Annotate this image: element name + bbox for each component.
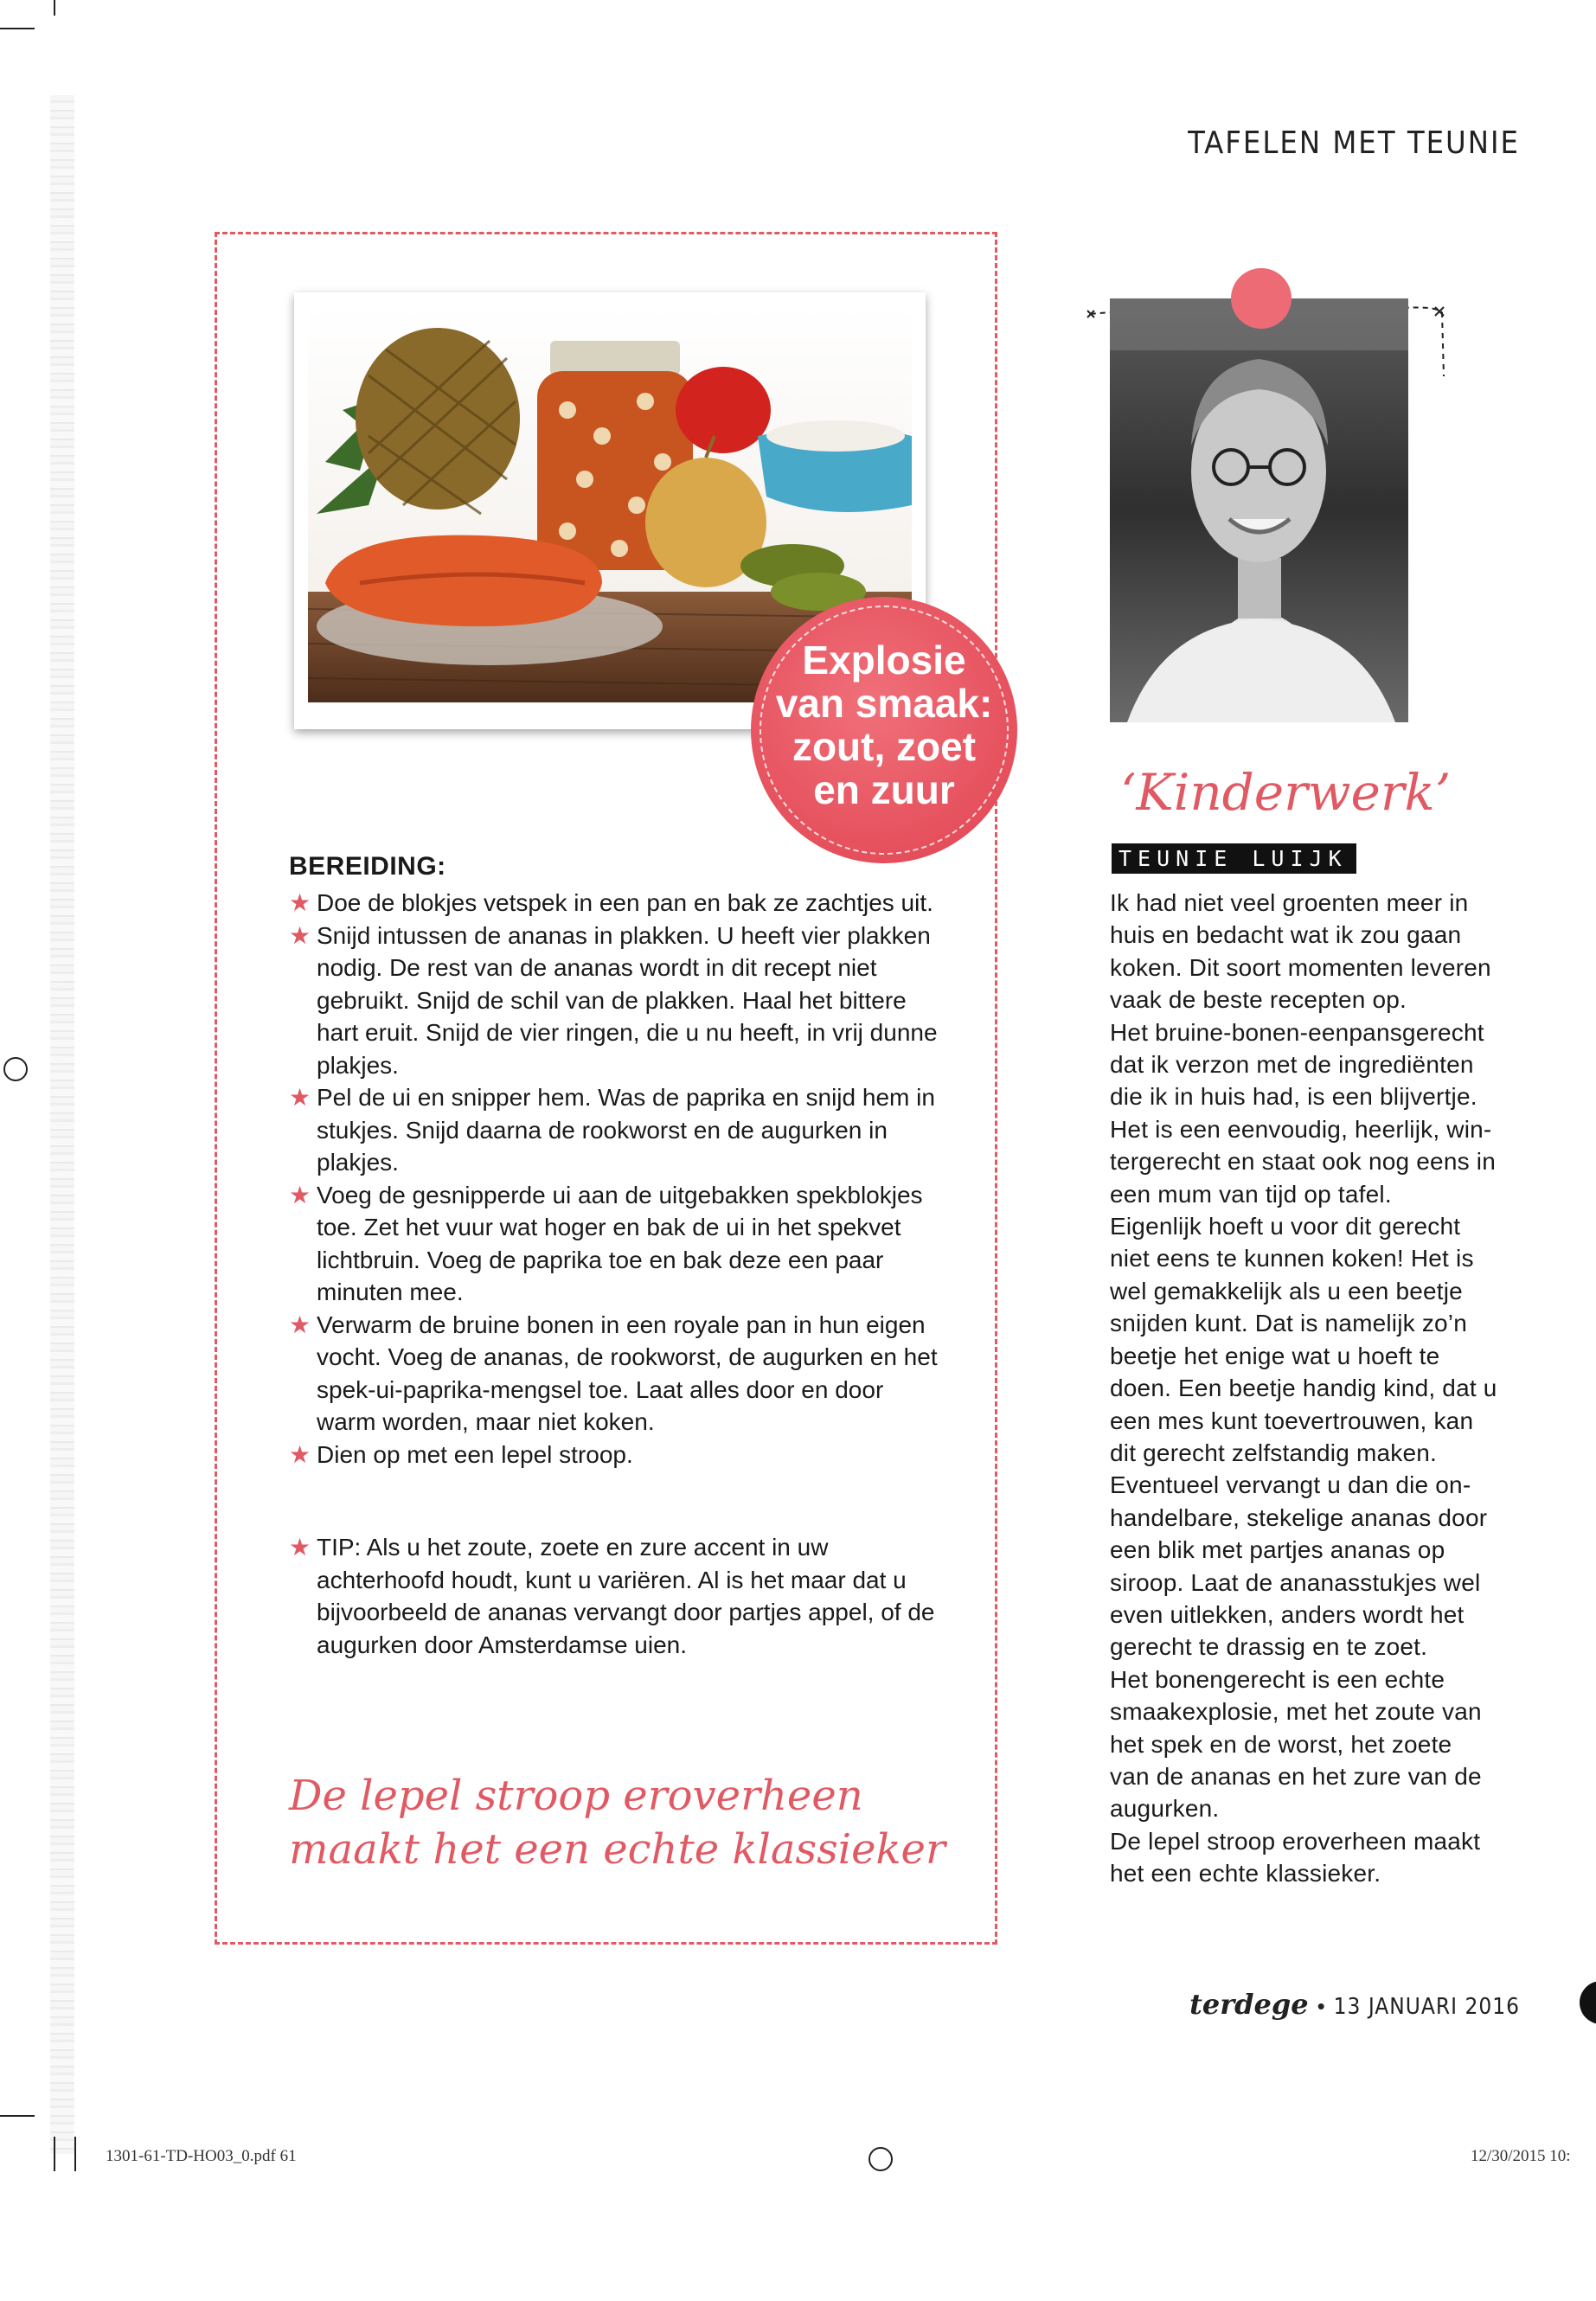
recipe-step	[289, 1439, 946, 1471]
recipe-step	[289, 1179, 946, 1309]
body-line: De lepel stroop eroverheen maakt	[1110, 1827, 1481, 1855]
body-line: koken. Dit soort momenten leveren	[1110, 953, 1491, 981]
body-line: even uitlekken, anders wordt het	[1110, 1600, 1465, 1628]
body-line: augurken.	[1110, 1795, 1220, 1823]
step-text: Pel de ui en snipper hem. Was de paprika en snijd hem in stukjes. Snijd daarna de rookworst en de augurken in plakjes.	[317, 1084, 935, 1176]
magazine-logo: terdege	[1189, 1988, 1309, 2021]
recipe-tip	[289, 1531, 946, 1661]
crop-mark	[0, 2115, 35, 2117]
body-line: het spek en de worst, het zoete	[1110, 1730, 1452, 1758]
page-number-badge	[1580, 1981, 1596, 2024]
badge-line: en zuur	[813, 767, 955, 812]
highlight-badge	[751, 597, 1017, 863]
body-line: een mes kunt toevertrouwen, kan	[1110, 1407, 1474, 1434]
footer-separator: •	[1317, 1993, 1325, 2019]
body-line: Het bruine-bonen-eenpansgerecht	[1110, 1018, 1484, 1046]
body-line: dat ik verzon met de ingrediënten	[1110, 1051, 1474, 1079]
body-line: siroop. Laat de ananasstukjes wel	[1110, 1568, 1481, 1596]
crop-mark	[0, 28, 35, 29]
tip-paragraph	[289, 1531, 946, 1661]
quote-line: De lepel stroop eroverheen	[289, 1772, 863, 1820]
crop-mark	[54, 0, 55, 16]
body-line: Het is een eenvoudig, heerlijk, win-	[1110, 1115, 1492, 1143]
body-line: niet eens te kunnen koken! Het is	[1110, 1245, 1474, 1272]
issue-date: 13 JANUARI 2016	[1333, 1994, 1520, 2020]
recipe-step	[289, 920, 946, 1082]
body-line: handelbare, stekelige ananas door	[1110, 1503, 1488, 1531]
badge-text	[759, 638, 1010, 811]
body-line: gerecht te drassig en te zoet.	[1110, 1633, 1428, 1661]
registration-mark-icon	[869, 2147, 893, 2171]
step-text: Voeg de gesnipperde ui aan de uitgebakken spekblokjes toe. Zet het vuur wat hoger en bak de ui in het spekvet lichtbruin. Voeg de paprika toe en bak deze een paar minuten mee.	[317, 1181, 923, 1305]
recipe-step	[289, 1309, 946, 1439]
crop-mark	[54, 2137, 55, 2171]
star-icon: ★	[289, 1440, 311, 1468]
body-line: die ik in huis had, is een blijvertje.	[1110, 1083, 1477, 1111]
page-footer	[1189, 1988, 1520, 2021]
author-label: TEUNIE LUIJK	[1112, 843, 1356, 874]
body-line: dit gerecht zelfstandig maken.	[1110, 1439, 1437, 1466]
column-body	[1110, 887, 1516, 1890]
body-line: doen. Een beetje handig kind, dat u	[1110, 1375, 1497, 1402]
body-line: tergerecht en staat ook nog eens in	[1110, 1148, 1496, 1176]
badge-line: Explosie	[802, 638, 966, 683]
body-line: een blik met partjes ananas op	[1110, 1536, 1445, 1564]
star-icon: ★	[289, 1311, 311, 1338]
body-line: smaakexplosie, met het zoute van	[1110, 1698, 1482, 1726]
star-icon: ★	[289, 1084, 311, 1111]
body-line: het een echte klassieker.	[1110, 1860, 1381, 1888]
quote-line: maakt het een echte klassieker	[289, 1825, 945, 1874]
pull-quote	[289, 1769, 964, 1876]
registration-mark-icon	[3, 1057, 28, 1081]
badge-line: zout, zoet	[792, 724, 977, 769]
body-line: Het bonengerecht is een echte	[1110, 1665, 1445, 1693]
recipe-step	[289, 887, 946, 920]
body-line: wel gemakkelijk als u een beetje	[1110, 1277, 1463, 1304]
star-icon: ★	[289, 1181, 311, 1208]
print-timestamp: 12/30/2015 10:	[1471, 2147, 1571, 2165]
body-line: vaak de beste recepten op.	[1110, 986, 1407, 1014]
recipe-steps	[289, 887, 946, 1471]
recipe-step	[289, 1081, 946, 1179]
star-icon: ★	[289, 1534, 311, 1561]
body-line: huis en bedacht wat ik zou gaan	[1110, 921, 1462, 949]
star-icon: ★	[289, 889, 311, 916]
body-line: een mum van tijd op tafel.	[1110, 1180, 1392, 1208]
body-line: beetje het enige wat u hoeft te	[1110, 1342, 1440, 1369]
section-title: TAFELEN MET TEUNIE	[1188, 125, 1520, 161]
print-slug: 1301-61-TD-HO03_0.pdf 61	[106, 2147, 297, 2165]
step-text: Doe de blokjes vetspek in een pan en bak ze zachtjes uit.	[317, 889, 933, 916]
star-icon: ★	[289, 921, 311, 949]
recipe-heading: BEREIDING:	[289, 852, 446, 881]
author-portrait	[1110, 298, 1408, 722]
badge-line: van smaak:	[775, 681, 993, 726]
body-line: Eigenlijk hoeft u voor dit gerecht	[1110, 1213, 1461, 1240]
page-edge-texture	[50, 95, 74, 2154]
crop-mark	[74, 2137, 76, 2171]
column-heading: ‘Kinderwerk’	[1120, 763, 1452, 822]
step-text: Dien op met een lepel stroop.	[317, 1440, 633, 1468]
step-text: Snijd intussen de ananas in plakken. U heeft vier plakken nodig. De rest van de ananas wordt in dit recept niet gebruikt. Snijd de schil van de plakken. Haal het bittere hart eruit. Snijd de vier ringen, die u nu heeft, in vrij dunne plakjes.	[317, 921, 938, 1079]
step-text: Verwarm de bruine bonen in een royale pan in hun eigen vocht. Voeg de ananas, de rookworst, de augurken en het spek-ui-paprika-mengsel toe. Laat alles door en door warm worden, maar niet koken.	[317, 1311, 938, 1435]
body-line: snijden kunt. Dat is namelijk zo’n	[1110, 1310, 1467, 1337]
tip-text: TIP: Als u het zoute, zoete en zure accent in uw achterhoofd houdt, kunt u variëren. Al is het maar dat u bijvoorbeeld de ananas vervangt door partjes appel, of de augurken door Amsterdamse uien.	[317, 1534, 935, 1658]
body-line: Eventueel vervangt u dan die on-	[1110, 1471, 1471, 1499]
body-line: Ik had niet veel groenten meer in	[1110, 889, 1469, 916]
pin-decoration	[1231, 268, 1292, 329]
body-line: van de ananas en het zure van de	[1110, 1762, 1482, 1790]
